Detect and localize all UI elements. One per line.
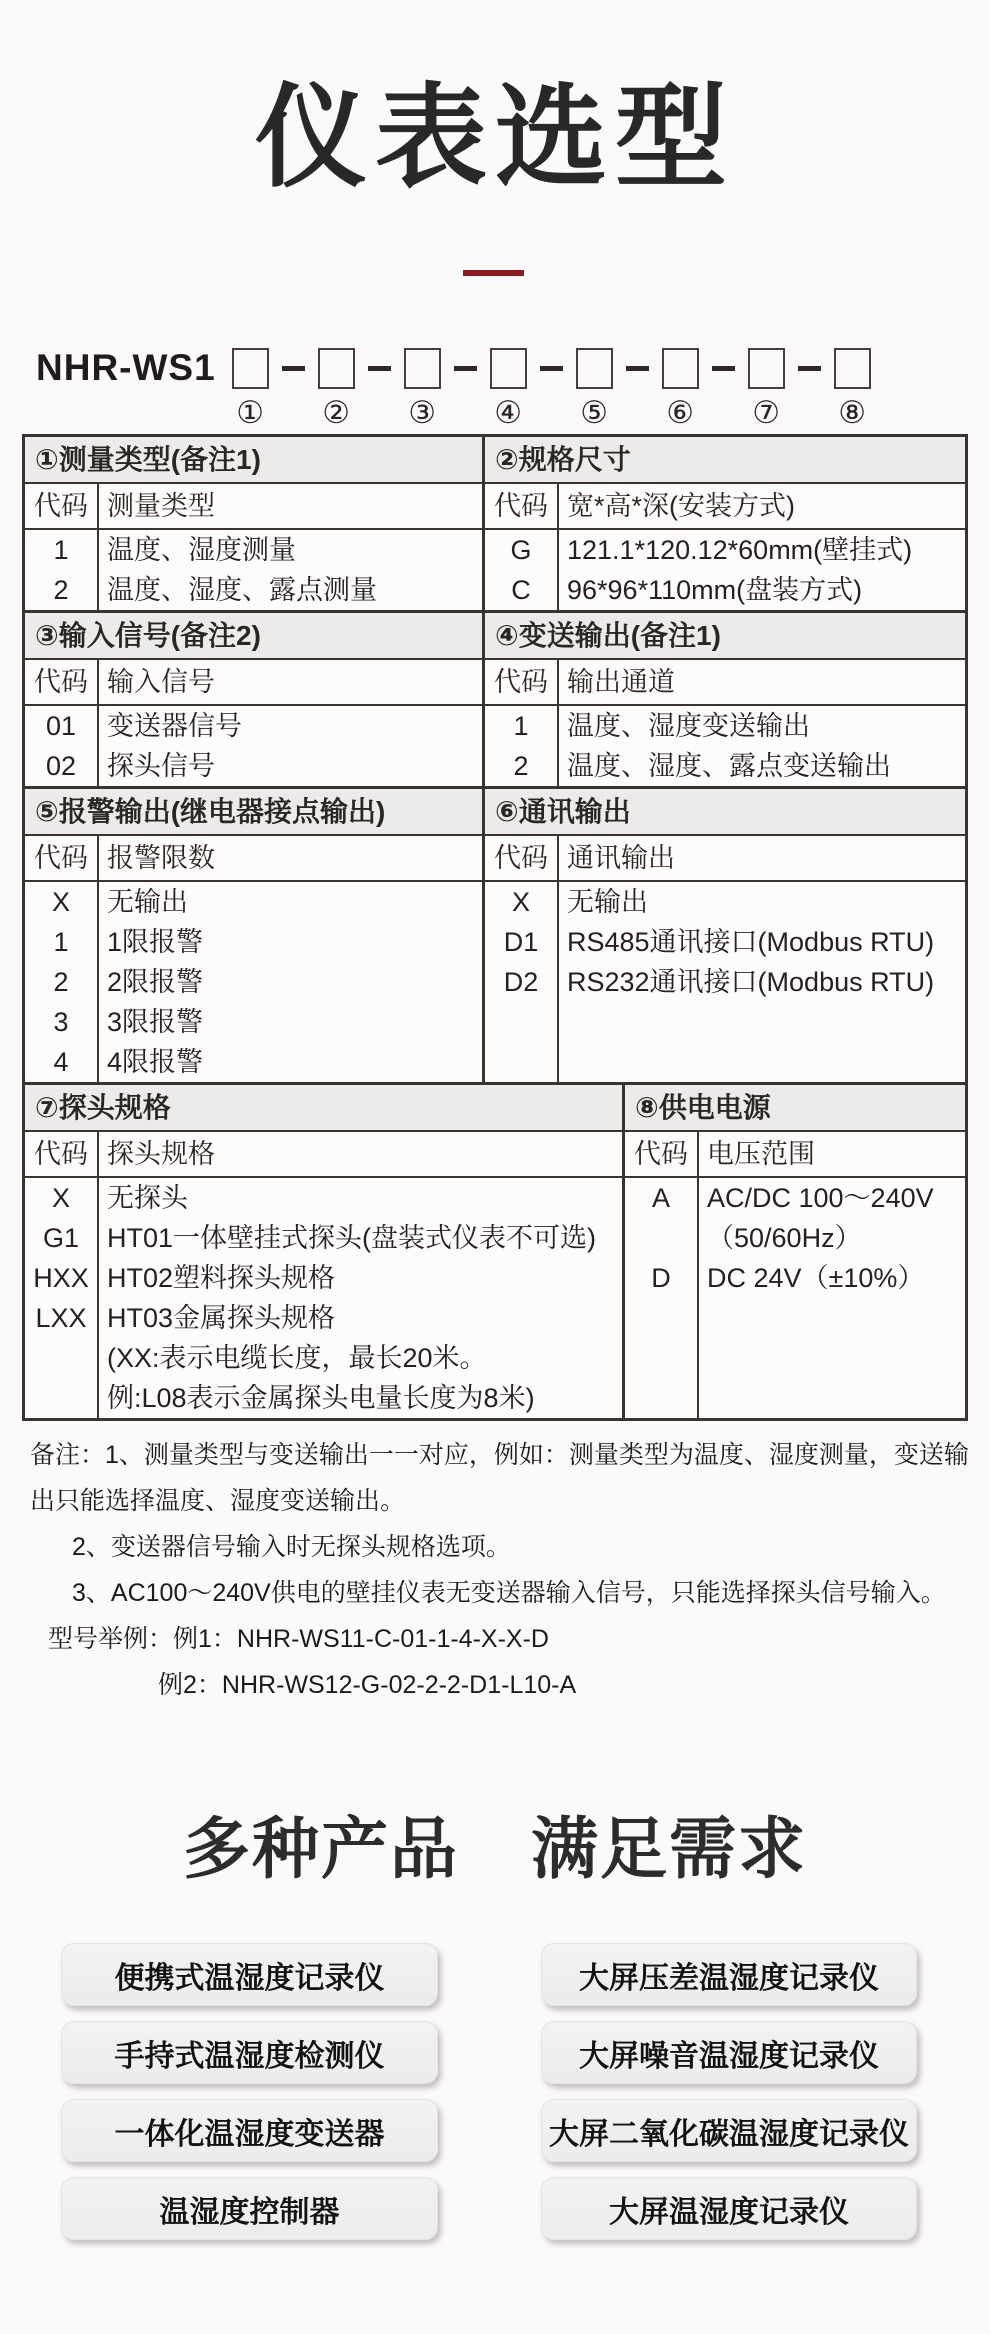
desc-column-header: 报警限数 <box>99 836 482 882</box>
code-cell <box>25 1338 97 1378</box>
code-cell: C <box>511 575 531 605</box>
code-cell: 3 <box>53 1007 69 1037</box>
model-code-box-8 <box>834 348 871 430</box>
product-buttons-right-column <box>541 1943 917 2240</box>
desc-cell: RS232通讯接口(Modbus RTU) <box>567 967 935 997</box>
section-comm-output <box>485 789 965 1082</box>
model-prefix: NHR-WS1 <box>36 347 216 388</box>
desc-cell: HT01一体壁挂式探头(盘装式仪表不可选) <box>107 1223 597 1253</box>
note-line-2: 出只能选择温度、湿度变送输出。 <box>30 1487 406 1515</box>
desc-cell: (XX:表示电缆长度，最长20米。 <box>107 1343 487 1373</box>
code-cell: G1 <box>42 1223 80 1253</box>
section-transmit-output <box>485 613 965 786</box>
position-number-8: ⑧ <box>838 394 867 430</box>
desc-cell: 变送器信号 <box>107 711 242 741</box>
code-cell: D2 <box>503 967 539 997</box>
code-cell: 4 <box>53 1047 69 1077</box>
code-cell: X <box>51 1183 70 1213</box>
model-code-box-1 <box>232 348 269 430</box>
dash-separator <box>712 366 735 371</box>
desc-cell: 1限报警 <box>107 927 204 957</box>
section-title: ③输入信号(备注2) <box>25 613 482 660</box>
desc-column-header: 电压范围 <box>699 1132 965 1178</box>
product-button-handheld-detector[interactable]: 手持式温湿度检测仪 <box>61 2021 438 2084</box>
desc-cell: 温度、湿度测量 <box>107 535 296 565</box>
model-code-box-2 <box>318 348 355 430</box>
desc-cell: 96*96*110mm(盘装方式) <box>567 575 863 605</box>
position-number-7: ⑦ <box>752 394 781 430</box>
dash-separator <box>454 366 477 371</box>
section-title: ⑦探头规格 <box>25 1085 622 1132</box>
desc-column-header: 测量类型 <box>99 484 482 530</box>
desc-column-header: 输入信号 <box>99 660 482 706</box>
page-title: 仪表选型 <box>255 75 735 200</box>
code-cell: D1 <box>503 927 539 957</box>
code-column-header: 代码 <box>485 660 557 706</box>
desc-column-header: 输出通道 <box>559 660 965 706</box>
section-alarm-output <box>25 789 485 1082</box>
desc-cell: 例:L08表示金属探头电量长度为8米) <box>107 1383 535 1413</box>
model-code-box-3 <box>404 348 441 430</box>
note-line-4: 3、AC100～240V供电的壁挂仪表无变送器输入信号，只能选择探头信号输入。 <box>72 1579 946 1607</box>
desc-column-header: 探头规格 <box>99 1132 622 1178</box>
section-input-signal <box>25 613 485 786</box>
code-column-header: 代码 <box>25 1132 97 1178</box>
model-code-row <box>36 347 871 430</box>
desc-cell: 3限报警 <box>107 1007 204 1037</box>
model-code-box-6 <box>662 348 699 430</box>
products-heading <box>0 1796 990 1892</box>
desc-cell: 4限报警 <box>107 1047 204 1077</box>
section-title: ②规格尺寸 <box>485 437 965 484</box>
position-number-2: ② <box>322 394 351 430</box>
dash-separator <box>626 366 649 371</box>
desc-cell: （50/60Hz） <box>707 1223 862 1253</box>
model-example-2: 例2：NHR-WS12-G-02-2-2-D1-L10-A <box>158 1671 577 1699</box>
section-title: ⑤报警输出(继电器接点输出) <box>25 789 482 836</box>
product-button-bigscreen-noise-recorder[interactable]: 大屏噪音温湿度记录仪 <box>541 2021 917 2084</box>
code-cell: 2 <box>53 967 69 997</box>
section-dimensions <box>485 437 965 610</box>
product-buttons-left-column <box>61 1943 438 2240</box>
code-cell: 01 <box>45 711 77 741</box>
desc-cell: 温度、湿度、露点变送输出 <box>567 751 891 781</box>
code-cell: D <box>651 1263 671 1293</box>
code-cell: 1 <box>53 927 69 957</box>
table-band-1 <box>25 437 965 613</box>
model-code-box-7 <box>748 348 785 430</box>
code-cell: 2 <box>53 575 69 605</box>
model-code-box-5 <box>576 348 613 430</box>
desc-cell: AC/DC 100～240V <box>707 1183 934 1213</box>
product-button-controller[interactable]: 温湿度控制器 <box>61 2177 438 2240</box>
products-heading-right: 满足需求 <box>531 1812 807 1887</box>
table-band-4 <box>25 1085 965 1418</box>
code-cell: X <box>511 887 530 917</box>
code-column-header: 代码 <box>25 660 97 706</box>
desc-column-header: 宽*高*深(安装方式) <box>559 484 965 530</box>
dash-separator <box>540 366 563 371</box>
code-cell: 02 <box>45 751 77 781</box>
note-line-3: 2、变送器信号输入时无探头规格选项。 <box>72 1533 511 1561</box>
product-button-integrated-transmitter[interactable]: 一体化温湿度变送器 <box>61 2099 438 2162</box>
section-title: ④变送输出(备注1) <box>485 613 965 660</box>
code-cell <box>25 1378 97 1418</box>
product-button-bigscreen-pressure-recorder[interactable]: 大屏压差温湿度记录仪 <box>541 1943 917 2006</box>
code-cell: A <box>651 1183 670 1213</box>
product-button-bigscreen-recorder[interactable]: 大屏温湿度记录仪 <box>541 2177 917 2240</box>
product-button-bigscreen-co2-recorder[interactable]: 大屏二氧化碳温湿度记录仪 <box>541 2099 917 2162</box>
desc-cell: 温度、湿度变送输出 <box>567 711 810 741</box>
code-cell: 1 <box>513 711 529 741</box>
note-line-1: 备注：1、测量类型与变送输出一一对应，例如：测量类型为温度、湿度测量，变送输 <box>30 1441 969 1469</box>
selection-table <box>22 434 968 1421</box>
dash-separator <box>282 366 305 371</box>
model-code-box-4 <box>490 348 527 430</box>
code-column-header: 代码 <box>485 484 557 530</box>
position-number-4: ④ <box>494 394 523 430</box>
code-column-header: 代码 <box>625 1132 697 1178</box>
dash-separator <box>368 366 391 371</box>
code-column-header: 代码 <box>25 484 97 530</box>
position-number-3: ③ <box>408 394 437 430</box>
code-cell: 1 <box>53 535 69 565</box>
title-underline-dash <box>463 270 524 276</box>
notes-block <box>30 1432 969 1708</box>
table-band-2 <box>25 613 965 789</box>
position-number-1: ① <box>236 394 265 430</box>
desc-cell: HT03金属探头规格 <box>107 1303 336 1333</box>
code-cell: X <box>51 887 70 917</box>
section-title: ⑧供电电源 <box>625 1085 965 1132</box>
section-probe-spec <box>25 1085 625 1418</box>
desc-column-header: 通讯输出 <box>559 836 965 882</box>
code-column-header: 代码 <box>25 836 97 882</box>
desc-cell: 121.1*120.12*60mm(壁挂式) <box>567 535 913 565</box>
desc-cell: 探头信号 <box>107 751 215 781</box>
desc-cell: 温度、湿度、露点测量 <box>107 575 377 605</box>
section-title: ①测量类型(备注1) <box>25 437 482 484</box>
desc-cell: 无输出 <box>107 887 188 917</box>
section-power-supply <box>625 1085 965 1418</box>
position-number-5: ⑤ <box>580 394 609 430</box>
model-example-1: 型号举例：例1：NHR-WS11-C-01-1-4-X-X-D <box>48 1625 549 1653</box>
desc-cell: 无输出 <box>567 887 648 917</box>
code-cell <box>625 1218 697 1258</box>
desc-cell: DC 24V（±10%） <box>707 1263 925 1293</box>
code-cell: G <box>510 535 532 565</box>
code-cell: 2 <box>513 751 529 781</box>
desc-cell: RS485通讯接口(Modbus RTU) <box>567 927 935 957</box>
desc-cell: 2限报警 <box>107 967 204 997</box>
position-number-6: ⑥ <box>666 394 695 430</box>
code-column-header: 代码 <box>485 836 557 882</box>
table-band-3 <box>25 789 965 1085</box>
section-measure-type <box>25 437 485 610</box>
desc-cell: 无探头 <box>107 1183 188 1213</box>
section-title: ⑥通讯输出 <box>485 789 965 836</box>
desc-cell: HT02塑料探头规格 <box>107 1263 336 1293</box>
dash-separator <box>798 366 821 371</box>
code-cell: LXX <box>35 1303 87 1333</box>
product-button-portable-recorder[interactable]: 便携式温湿度记录仪 <box>61 1943 438 2006</box>
products-heading-left: 多种产品 <box>183 1812 459 1887</box>
code-cell: HXX <box>33 1263 89 1293</box>
